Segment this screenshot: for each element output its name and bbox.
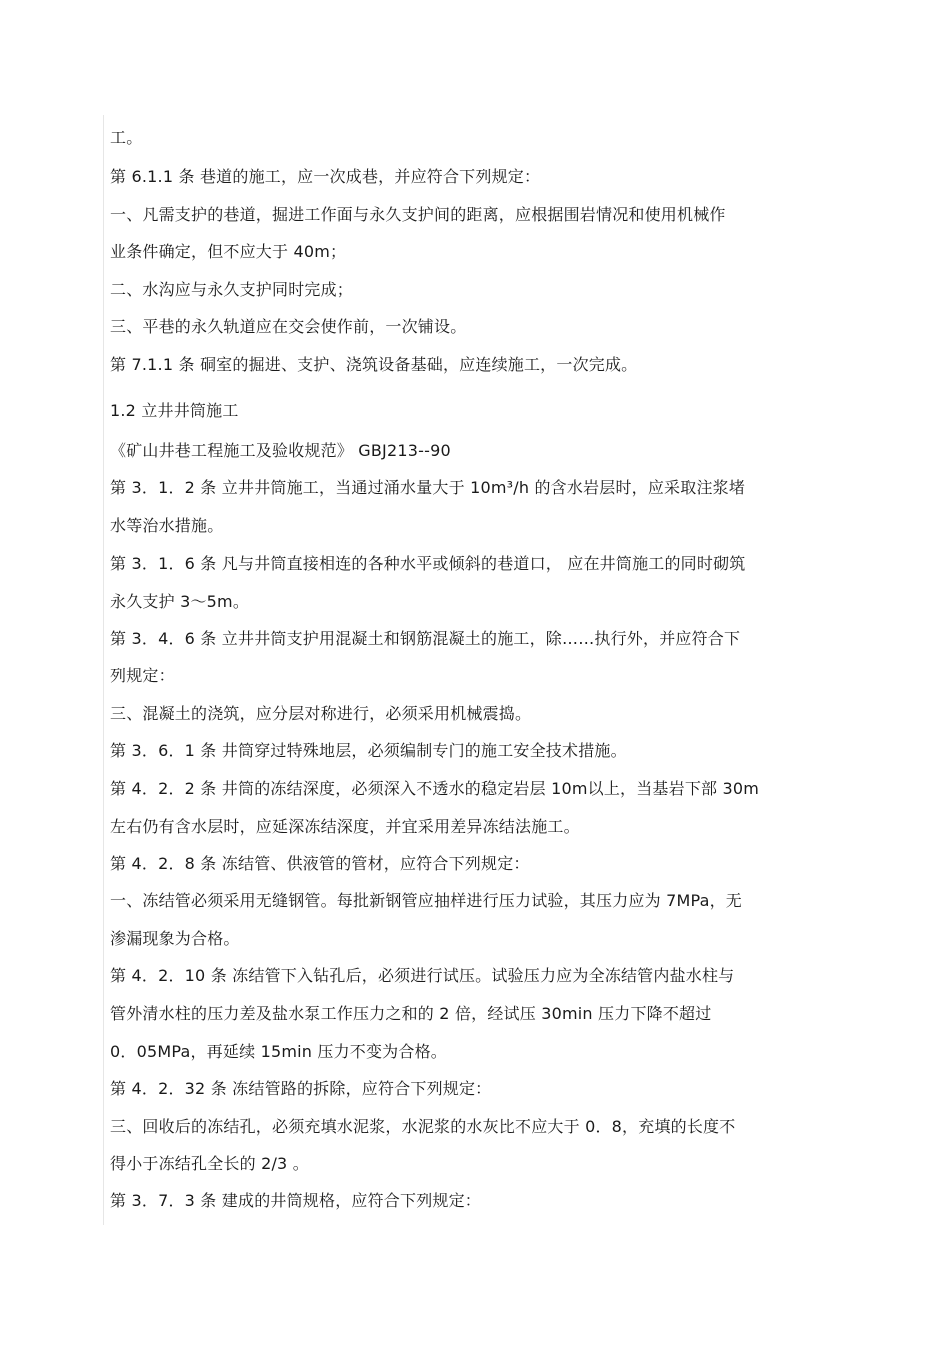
text-line: 业条件确定，但不应大于 40m； bbox=[110, 242, 347, 261]
text-line: 列规定： bbox=[110, 666, 175, 685]
text-line: 二、水沟应与永久支护同时完成； bbox=[110, 280, 354, 299]
text-line: 一、凡需支护的巷道，掘进工作面与永久支护间的距离，应根据围岩情况和使用机械作 bbox=[110, 205, 726, 224]
text-line: 水等治水措施。 bbox=[110, 516, 224, 535]
margin-rule bbox=[103, 115, 104, 1225]
text-line: 永久支护 3～5m。 bbox=[110, 592, 250, 611]
text-line: 一、冻结管必须采用无缝钢管。每批新钢管应抽样进行压力试验，其压力应为 7MPa，无 bbox=[110, 891, 743, 910]
text-line: 第 4．2．10 条 冻结管下入钻孔后，必须进行试压。试验压力应为全冻结管内盐水柱与 bbox=[110, 966, 735, 985]
text-line: 第 4．2．8 条 冻结管、供液管的管材，应符合下列规定： bbox=[110, 854, 530, 873]
text-line: 左右仍有含水层时，应延深冻结深度，并宜采用差异冻结法施工。 bbox=[110, 817, 580, 836]
text-line: 第 3．1．6 条 凡与井筒直接相连的各种水平或倾斜的巷道口， 应在井筒施工的同时砌筑 bbox=[110, 554, 746, 573]
section-heading: 1.2 立井井筒施工 bbox=[110, 401, 239, 420]
text-line: 管外清水柱的压力差及盐水泵工作压力之和的 2 倍，经试压 30min 压力下降不超过 bbox=[110, 1004, 712, 1023]
text-line: 工。 bbox=[110, 128, 143, 147]
text-line: 第 4．2．32 条 冻结管路的拆除，应符合下列规定： bbox=[110, 1079, 492, 1098]
text-line: 三、混凝土的浇筑，应分层对称进行，必须采用机械震捣。 bbox=[110, 704, 532, 723]
text-line: 得小于冻结孔全长的 2/3 。 bbox=[110, 1154, 309, 1173]
text-line: 第 6.1.1 条 巷道的施工，应一次成巷，并应符合下列规定： bbox=[110, 167, 541, 186]
text-line: 第 4．2．2 条 井筒的冻结深度，必须深入不透水的稳定岩层 10m以上，当基岩下部 30m bbox=[110, 779, 760, 798]
text-line: 三、回收后的冻结孔，必须充填水泥浆，水泥浆的水灰比不应大于 0．8，充填的长度不 bbox=[110, 1117, 736, 1136]
text-line: 第 7.1.1 条 硐室的掘进、支护、浇筑设备基础，应连续施工，一次完成。 bbox=[110, 355, 638, 374]
text-line: 《矿山井巷工程施工及验收规范》 GBJ213--90 bbox=[110, 441, 451, 460]
text-line: 0．05MPa，再延续 15min 压力不变为合格。 bbox=[110, 1042, 447, 1061]
text-line: 第 3．4．6 条 立井井筒支护用混凝土和钢筋混凝土的施工，除……执行外，并应符合下 bbox=[110, 629, 741, 648]
text-line: 第 3．6．1 条 井筒穿过特殊地层，必须编制专门的施工安全技术措施。 bbox=[110, 741, 627, 760]
text-line: 渗漏现象为合格。 bbox=[110, 929, 240, 948]
text-line: 三、平巷的永久轨道应在交会使作前，一次铺设。 bbox=[110, 317, 467, 336]
text-line: 第 3．7．3 条 建成的井筒规格，应符合下列规定： bbox=[110, 1191, 481, 1210]
text-line: 第 3．1．2 条 立井井筒施工，当通过涌水量大于 10m³/h 的含水岩层时，应采取注浆堵 bbox=[110, 478, 746, 497]
